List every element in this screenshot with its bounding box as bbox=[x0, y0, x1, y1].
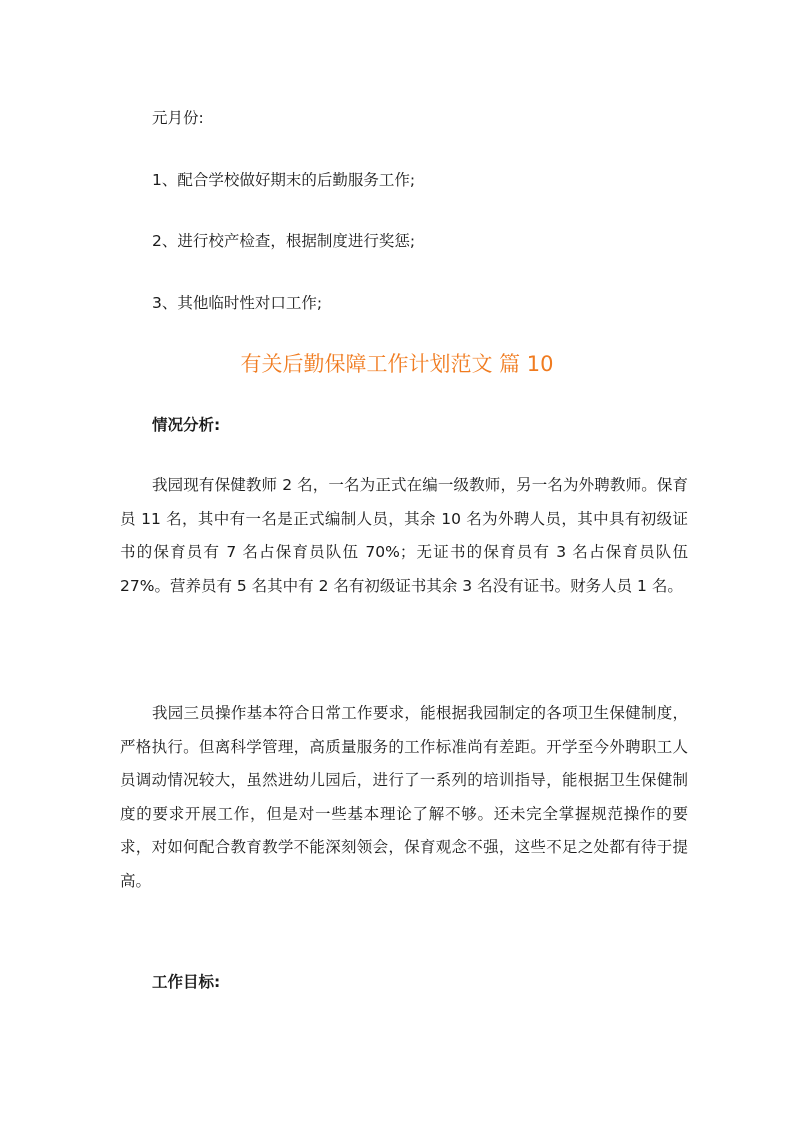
list-item-2: 2、进行校产检查，根据制度进行奖惩; bbox=[152, 232, 416, 250]
situation-heading: 情况分析: bbox=[152, 416, 221, 434]
month-label: 元月份: bbox=[152, 109, 204, 127]
list-item-3: 3、其他临时性对口工作; bbox=[152, 294, 323, 312]
paragraph-assessment: 我园三员操作基本符合日常工作要求，能根据我园制定的各项卫生保健制度，严格执行。但离科学管理，高质量服务的工作标准尚有差距。开学至今外聘职工人员调动情况较大，虽然进幼儿园后，进行了一系列的培训指导，能根据卫生保健制度的要求开展工作，但是对一些基本理论了解不够。还未完全掌握规范操作的要求，对如何配合教育教学不能深刻领会，保育观念不强，这些不足之处都有待于提高。 bbox=[120, 704, 688, 890]
section-title: 有关后勤保障工作计划范文 篇 10 bbox=[240, 352, 554, 376]
paragraph-staff: 我园现有保健教师 2 名，一名为正式在编一级教师，另一名为外聘教师。保育员 11 名，其中有一名是正式编制人员，其余 10 名为外聘人员，其中具有初级证书的保育员有 7 名占保育员队伍 70%；无证书的保育员有 3 名占保育员队伍 27%。营养员有 5 名其中有 2 名有初级证书其余 3 名没有证书。财务人员 1 名。 bbox=[120, 476, 688, 595]
goal-heading: 工作目标: bbox=[152, 973, 221, 991]
list-item-1: 1、配合学校做好期末的后勤服务工作; bbox=[152, 171, 416, 189]
